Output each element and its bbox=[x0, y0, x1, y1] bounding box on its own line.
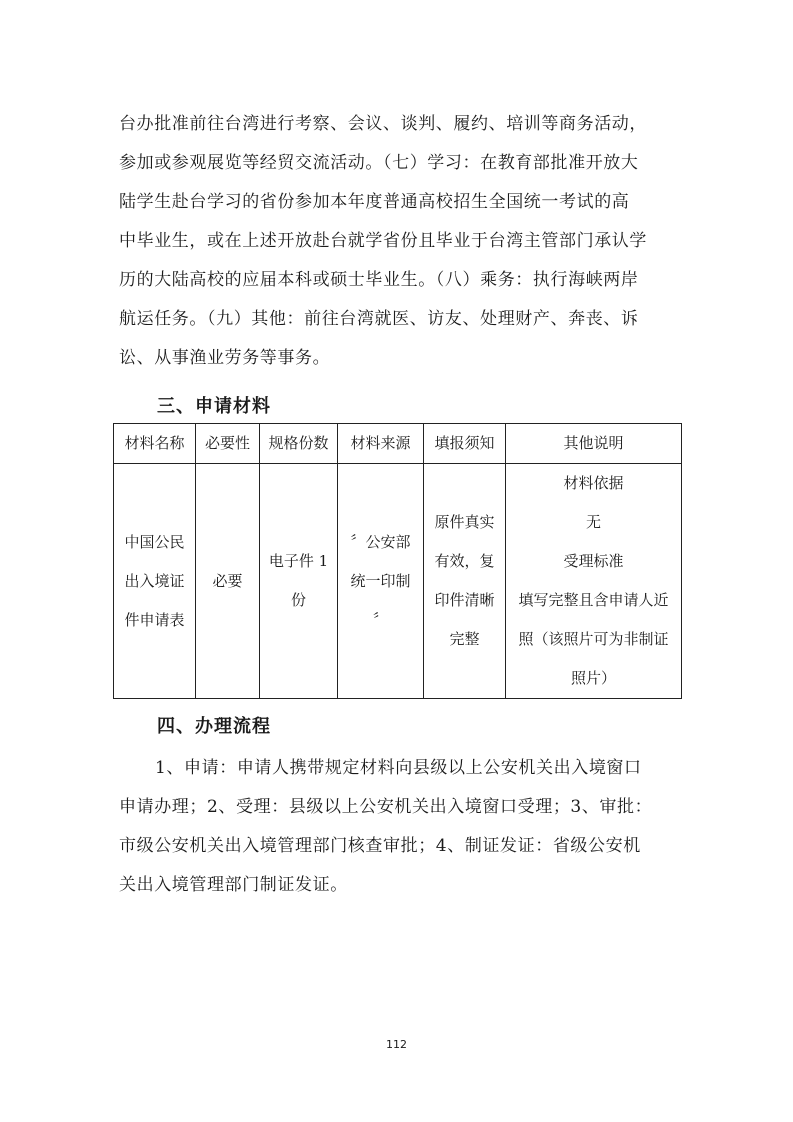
table-row bbox=[114, 464, 682, 699]
cell-other bbox=[506, 464, 682, 699]
cell-text: 照（该照片可为非制证 bbox=[518, 630, 669, 648]
cell-text: 出入境证 bbox=[124, 571, 185, 590]
cell-text: 受理标准 bbox=[563, 552, 624, 570]
cell-spec bbox=[260, 464, 338, 699]
cell-text: 件申请表 bbox=[124, 610, 185, 629]
text-line: 申请办理；2、受理：县级以上公安机关出入境窗口受理；3、审批： bbox=[119, 797, 653, 817]
text-line: 关出入境管理部门制证发证。 bbox=[119, 875, 348, 895]
header-source: 材料来源 bbox=[338, 424, 424, 464]
header-necessity: 必要性 bbox=[196, 424, 260, 464]
text-line: 陆学生赴台学习的省份参加本年度普通高校招生全国统一考试的高 bbox=[119, 192, 630, 212]
cell-text: 中国公民 bbox=[124, 532, 185, 551]
cell-text: 无 bbox=[585, 513, 601, 531]
section-3-title: 三、申请材料 bbox=[157, 396, 271, 417]
cell-notes bbox=[424, 464, 506, 699]
header-material-name: 材料名称 bbox=[114, 424, 196, 464]
cell-text: 原件真实 bbox=[434, 513, 495, 531]
cell-text: 份 bbox=[290, 591, 306, 609]
header-spec: 规格份数 bbox=[260, 424, 338, 464]
header-other: 其他说明 bbox=[506, 424, 682, 464]
text-line: 参加或参观展览等经贸交流活动。（七）学习：在教育部批准开放大 bbox=[119, 153, 639, 173]
cell-text: 填写完整且含申请人近 bbox=[518, 591, 669, 609]
cell-material-name bbox=[114, 464, 196, 699]
page-number: 112 bbox=[386, 1038, 407, 1051]
text-line: 中毕业生，或在上述开放赴台就学省份且毕业于台湾主管部门承认学 bbox=[119, 231, 647, 251]
materials-table bbox=[113, 423, 682, 699]
text-line: 市级公安机关出入境管理部门核查审批；4、制证发证：省级公安机 bbox=[119, 836, 641, 856]
text-line: 台办批准前往台湾进行考察、会议、谈判、履约、培训等商务活动， bbox=[119, 114, 647, 134]
cell-text: 有效，复 bbox=[434, 552, 495, 570]
cell-text: 照片） bbox=[570, 669, 616, 687]
cell-necessity: 必要 bbox=[196, 464, 260, 699]
cell-text: 〞公安部 bbox=[350, 532, 411, 551]
process-paragraph bbox=[119, 749, 689, 905]
text-line: 1、申请：申请人携带规定材料向县级以上公安机关出入境窗口 bbox=[155, 758, 642, 778]
cell-text: 材料依据 bbox=[563, 474, 624, 492]
text-line: 讼、从事渔业劳务等事务。 bbox=[119, 348, 331, 368]
intro-paragraph bbox=[119, 105, 689, 378]
section-4-title: 四、办理流程 bbox=[157, 716, 271, 737]
header-notes: 填报须知 bbox=[424, 424, 506, 464]
cell-text: 印件清晰 bbox=[434, 591, 495, 609]
cell-text: 统一印制 bbox=[350, 571, 411, 590]
cell-source bbox=[338, 464, 424, 699]
text-line: 历的大陆高校的应届本科或硕士毕业生。（八）乘务：执行海峡两岸 bbox=[119, 270, 639, 290]
cell-text: 电子件 1 bbox=[268, 552, 329, 570]
table-header-row bbox=[114, 424, 682, 464]
cell-text: 完整 bbox=[449, 630, 480, 648]
text-line: 航运任务。（九）其他：前往台湾就医、访友、处理财产、奔丧、诉 bbox=[119, 309, 639, 329]
cell-text: 〞 bbox=[372, 610, 388, 629]
